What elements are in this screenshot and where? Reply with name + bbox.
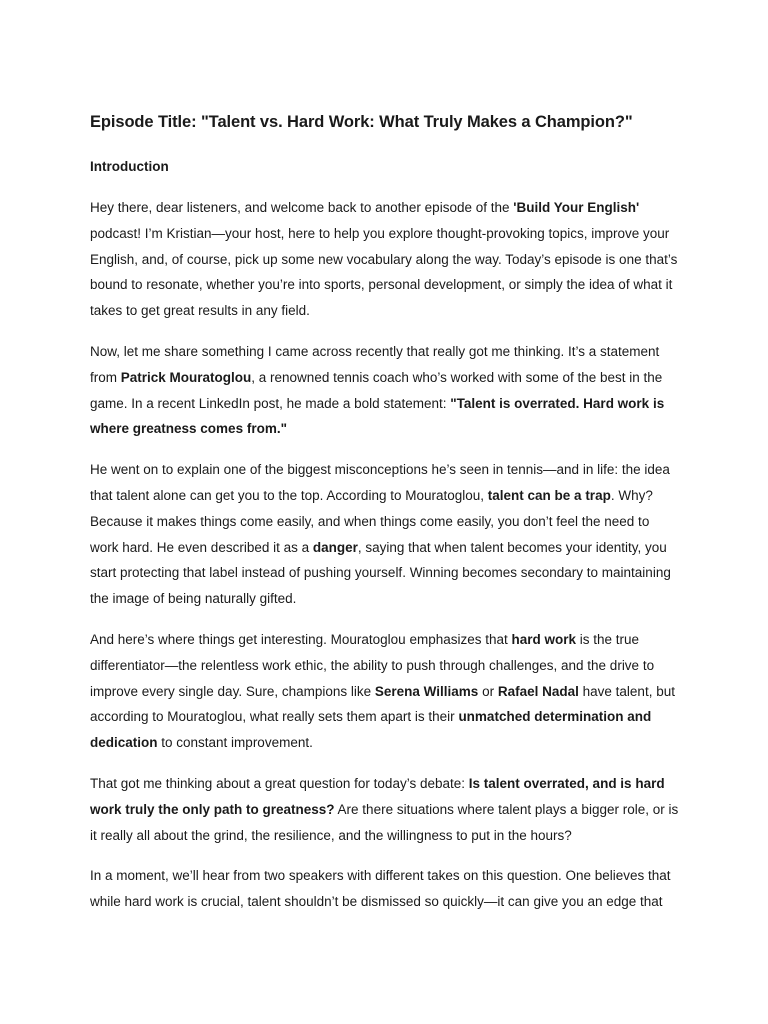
paragraph-4 xyxy=(90,627,680,756)
introduction-heading: Introduction xyxy=(90,159,169,174)
bold-text: danger xyxy=(312,539,358,555)
paragraph-6 xyxy=(90,863,680,915)
paragraph-3 xyxy=(90,457,680,612)
text-run: have talent, but according to Mouratoglou, what really sets them apart is their xyxy=(90,683,675,725)
bold-text: unmatched determination and dedication xyxy=(90,709,652,751)
text-run: That got me thinking about a great question for today’s debate: xyxy=(90,775,469,791)
episode-title: Episode Title: "Talent vs. Hard Work: What Truly Makes a Champion?" xyxy=(90,113,633,131)
text-run: , a renowned tennis coach who’s worked with some of the best in the game. In a recent LinkedIn post, he made a bold statement: xyxy=(90,369,663,411)
bold-text: "Talent is overrated. Hard work is where greatness comes from." xyxy=(90,395,665,437)
text-run: Are there situations where talent plays a bigger role, or is it really all about the grind, the resilience, and the willingness to put in the hours? xyxy=(90,801,679,843)
paragraph-2 xyxy=(90,339,680,442)
text-run: to constant improvement. xyxy=(157,735,313,751)
bold-text: 'Build Your English' xyxy=(513,200,640,215)
bold-text: Patrick Mouratoglou xyxy=(120,369,252,385)
bold-text: Is talent overrated, and is hard work truly the only path to greatness? xyxy=(90,775,665,817)
bold-text: talent can be a trap xyxy=(487,487,611,503)
bold-text: hard work xyxy=(511,631,577,647)
body-paragraphs xyxy=(90,195,680,915)
text-run: Now, let me share something I came across recently that really got me thinking. It’s a statement from xyxy=(90,343,660,385)
text-run: or xyxy=(478,683,498,699)
text-run: . Why? Because it makes things come easily, and when things come easily, you don’t feel the need to work hard. He even described it as a xyxy=(90,487,653,555)
text-run: In a moment, we’ll hear from two speakers with different takes on this question. One believes that while hard work is crucial, talent shouldn’t be dismissed so quickly—it can give you an edge that xyxy=(90,868,671,910)
text-run: He went on to explain one of the biggest misconceptions he’s seen in tennis—and in life: the idea that talent alone can get you to the top. According to Mouratoglou, xyxy=(90,462,670,503)
bold-text: Serena Williams xyxy=(374,683,479,699)
text-run: Hey there, dear listeners, and welcome back to another episode of the xyxy=(90,200,514,215)
text-run: podcast! I’m Kristian—your host, here to help you explore thought-provoking topics, improve your English, and, of course, pick up some new vocabulary along the way. Today’s episode is one that’s bound to resonate, whether you’re into sports, personal development, or simply the idea of what it takes to get great results in any field. xyxy=(90,225,678,319)
bold-text: Rafael Nadal xyxy=(497,683,579,699)
document-page xyxy=(90,108,680,930)
text-run: , saying that when talent becomes your identity, you start protecting that label instead of pushing yourself. Winning becomes secondary to maintaining the image of being naturally gifted. xyxy=(90,539,671,607)
text-run: is the true differentiator—the relentless work ethic, the ability to push through challenges, and the drive to improve every single day. Sure, champions like xyxy=(90,631,655,699)
text-run: And here’s where things get interesting. Mouratoglou emphasizes that xyxy=(90,631,512,647)
paragraph-5 xyxy=(90,771,680,848)
paragraph-1 xyxy=(90,195,680,324)
